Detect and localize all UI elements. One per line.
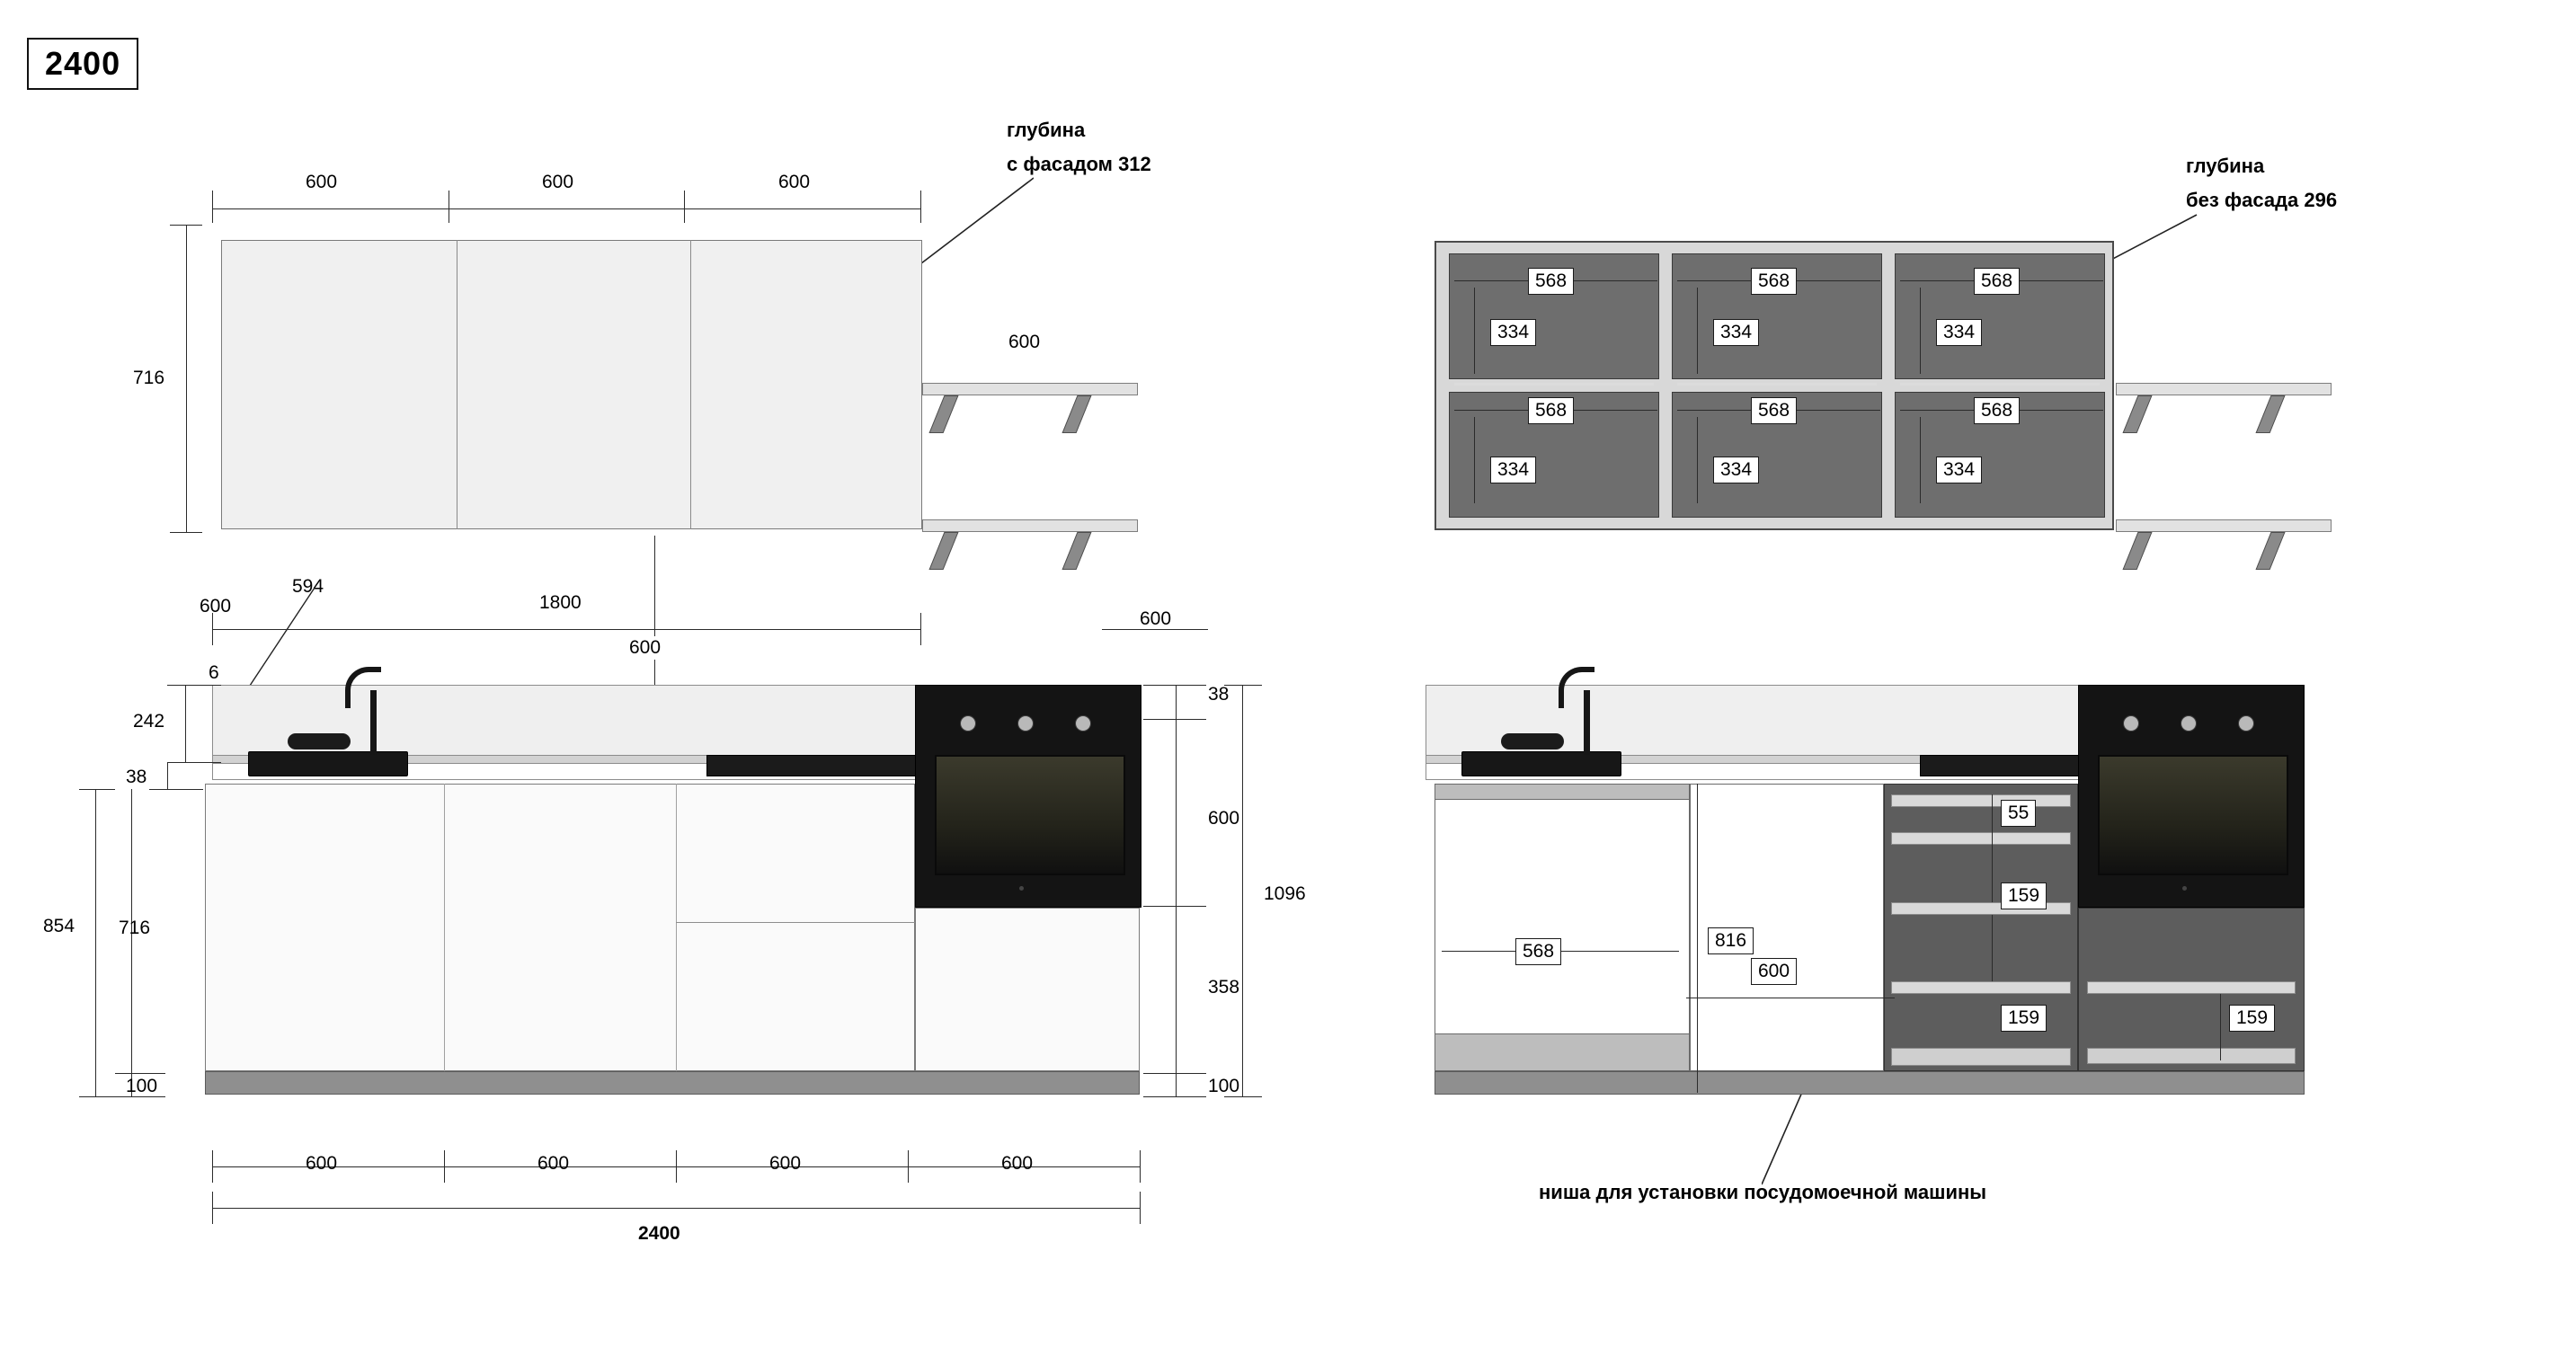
upper-shelf-line-3 (1900, 383, 2100, 386)
dim-bl-358: 358 (1208, 977, 1240, 998)
dim-tick-100-right (1143, 1096, 1206, 1097)
dim-bl-1096: 1096 (1264, 883, 1306, 904)
dim-line-334-5 (1697, 417, 1698, 503)
dim-line-top-left (212, 208, 920, 209)
upper-shelf-line-2 (1677, 383, 1877, 386)
dim-br-816: 816 (1708, 927, 1754, 954)
oven-knob-3-right[interactable] (2238, 715, 2254, 732)
dim-bl-bottom-4: 600 (1001, 1153, 1034, 1174)
base-plinth-right (1435, 1071, 2305, 1095)
dim-tick-d (920, 191, 921, 223)
oven-knob-2-right[interactable] (2181, 715, 2197, 732)
dim-tick-1096-top (1224, 685, 1262, 686)
dim-line-334-2 (1697, 288, 1698, 374)
dim-line-358 (1176, 906, 1177, 1073)
dim-bl-242: 242 (133, 711, 165, 732)
dim-tick-1096-bottom (1224, 1096, 1262, 1097)
dim-line-total (212, 1208, 1140, 1209)
dim-br-55: 55 (2001, 800, 2036, 827)
dim-line-242 (185, 685, 186, 762)
wall-shelf-upper-right (2116, 383, 2332, 395)
dim-334-5: 334 (1713, 457, 1759, 483)
dim-br-568: 568 (1515, 938, 1561, 965)
dim-tick-a (212, 191, 213, 223)
dim-bl-600-right: 600 (1140, 608, 1172, 629)
dim-568-5: 568 (1751, 397, 1797, 424)
dim-bl-100-right: 100 (1208, 1076, 1240, 1096)
dim-top-left-600-1: 600 (306, 172, 338, 192)
dim-bl-600-vertical: 600 (629, 637, 662, 658)
dim-line-159-c (2220, 994, 2221, 1060)
dim-top-left-600-3: 600 (778, 172, 811, 192)
oven-knob-1-right[interactable] (2123, 715, 2139, 732)
dim-334-6: 334 (1936, 457, 1982, 483)
faucet-stem-icon (370, 690, 377, 755)
shelf-bracket-1 (929, 395, 959, 433)
shelf-bracket-5 (2123, 395, 2153, 433)
dim-tick-358 (1143, 1073, 1206, 1074)
dim-bl-600-a: 600 (200, 596, 232, 616)
oven-brand-mark (1019, 886, 1024, 891)
dim-line-159-a (1992, 832, 1993, 902)
dim-tick-242-top (167, 685, 221, 686)
base-plinth (205, 1071, 1140, 1095)
drawer-rail-1 (1891, 794, 2071, 807)
cooktop-surface (706, 755, 917, 776)
note-depth-without-facade-line1: глубина (2186, 155, 2265, 177)
shelf-bracket-4 (1062, 532, 1092, 570)
leader-line-594 (235, 584, 316, 701)
wall-shelf-upper (922, 383, 1138, 395)
dim-line-334-1 (1474, 288, 1475, 374)
dim-tick-bc-2 (444, 1150, 445, 1183)
dim-line-334-4 (1474, 417, 1475, 503)
dim-tick-c (684, 191, 685, 223)
dim-bl-600-oven: 600 (1208, 808, 1240, 829)
dim-568-3: 568 (1974, 268, 2020, 295)
upper-cabinet-divider-2 (690, 240, 691, 529)
dim-tick-bc-1 (212, 1150, 213, 1183)
dim-line-816 (1697, 784, 1698, 1093)
note-depth-without-facade-line2: без фасада 296 (2186, 189, 2338, 211)
dim-tick-716-bottom (170, 532, 202, 533)
note-dishwasher-niche: ниша для установки посудомоечной машины (1539, 1181, 1987, 1203)
dim-tick-854-top (79, 789, 115, 790)
shelf-bracket-2 (1062, 395, 1092, 433)
dim-tick-38-right-top (1143, 685, 1206, 686)
dim-line-159-b (1992, 915, 1993, 981)
wall-shelf-lower (922, 519, 1138, 532)
sink-cabinet-carcass (1435, 784, 1690, 1071)
dim-tick-242-bottom (167, 762, 221, 763)
dim-tick-716-base (115, 1073, 165, 1074)
dim-bl-38-right: 38 (1208, 684, 1230, 705)
oven-drawer-rail-2 (2087, 1048, 2296, 1064)
dim-bl-854: 854 (43, 916, 76, 936)
dim-568-6: 568 (1974, 397, 2020, 424)
base-cabinet-body (205, 784, 915, 1071)
shelf-bracket-6 (2256, 395, 2286, 433)
dim-bl-594: 594 (292, 576, 324, 597)
dim-tick-total-left (212, 1192, 213, 1224)
dim-tick-total-right (1140, 1192, 1141, 1224)
dim-line-334-6 (1920, 417, 1921, 503)
shelf-bracket-8 (2256, 532, 2286, 570)
dim-tick-bc-5 (1140, 1150, 1141, 1183)
oven-drawer-rail (2087, 981, 2296, 994)
base-drawer-split (676, 922, 915, 923)
upper-shelf-line-1 (1454, 383, 1654, 386)
oven-knob-3[interactable] (1075, 715, 1091, 732)
dim-br-159-c: 159 (2229, 1005, 2275, 1032)
oven-door-glass-right (2098, 755, 2288, 875)
dim-br-159-a: 159 (2001, 882, 2047, 909)
faucet-base-icon (288, 733, 351, 749)
wall-shelf-lower-right (2116, 519, 2332, 532)
dim-br-159-b: 159 (2001, 1005, 2047, 1032)
dim-tick-base-a (212, 613, 213, 645)
oven-door-glass (935, 755, 1125, 875)
dim-br-600: 600 (1751, 958, 1797, 985)
shelf-bracket-3 (929, 532, 959, 570)
dim-tick-base-b (920, 613, 921, 645)
dim-334-3: 334 (1936, 319, 1982, 346)
shelf-bracket-7 (2123, 532, 2153, 570)
dim-568-2: 568 (1751, 268, 1797, 295)
base-divider-2 (676, 784, 677, 1071)
dim-shelf-600: 600 (1008, 332, 1041, 352)
dim-line-1096 (1242, 685, 1243, 1096)
drawer-cabinet-carcass (1884, 784, 2078, 1071)
dim-line-334-3 (1920, 288, 1921, 374)
dim-line-left-716 (186, 225, 187, 532)
dim-334-4: 334 (1490, 457, 1536, 483)
drawer-rail-4 (1891, 981, 2071, 994)
dim-line-100-right (1176, 1073, 1177, 1096)
dim-tick-38-right-bottom (1143, 719, 1206, 720)
sink-basin-right (1461, 751, 1621, 776)
dim-tick-bc-4 (908, 1150, 909, 1183)
oven-base-drawer (915, 908, 1140, 1071)
dim-568-4: 568 (1528, 397, 1574, 424)
dim-tick-716-top (170, 225, 202, 226)
oven-knob-1[interactable] (960, 715, 976, 732)
dim-line-854 (95, 789, 96, 1096)
sink-basin (248, 751, 408, 776)
dim-568-1: 568 (1528, 268, 1574, 295)
dim-left-716: 716 (133, 368, 165, 388)
dim-bl-100-left: 100 (126, 1076, 158, 1096)
dim-line-38-left (167, 762, 168, 789)
base-divider-1 (444, 784, 445, 1071)
dim-334-2: 334 (1713, 319, 1759, 346)
faucet-base-icon-right (1501, 733, 1564, 749)
dim-bl-total-2400: 2400 (638, 1223, 680, 1244)
dim-top-left-600-2: 600 (542, 172, 574, 192)
dim-line-top-base (212, 629, 920, 630)
faucet-stem-icon-right (1584, 690, 1590, 755)
oven-knob-2[interactable] (1017, 715, 1034, 732)
drawer-rail-2 (1891, 832, 2071, 845)
dim-334-1: 334 (1490, 319, 1536, 346)
oven-brand-mark-right (2182, 886, 2187, 891)
dim-tick-bc-3 (676, 1150, 677, 1183)
dim-bl-716: 716 (119, 918, 151, 938)
dim-bl-1800: 1800 (539, 592, 582, 613)
page-title: 2400 (27, 38, 138, 90)
dim-tick-38-left (149, 789, 203, 790)
drawer-rail-5 (1891, 1048, 2071, 1066)
sink-cabinet-top-rail (1435, 784, 1690, 800)
sink-cabinet-bottom (1435, 1033, 1690, 1071)
dim-line-600-oven (1176, 719, 1177, 906)
dim-bl-bottom-3: 600 (769, 1153, 802, 1174)
dim-line-55 (1992, 794, 1993, 832)
dim-bl-38-left: 38 (126, 767, 147, 787)
note-depth-with-facade-line1: глубина (1007, 119, 1086, 141)
dim-line-38-right (1176, 685, 1177, 719)
dim-tick-854-bottom (79, 1096, 115, 1097)
dim-bl-bottom-1: 600 (306, 1153, 338, 1174)
dim-bl-6: 6 (209, 662, 219, 683)
dim-bl-bottom-2: 600 (537, 1153, 570, 1174)
dim-tick-600-oven (1143, 906, 1206, 907)
note-depth-with-facade-line2: с фасадом 312 (1007, 153, 1151, 175)
upper-cabinet-body (221, 240, 922, 529)
